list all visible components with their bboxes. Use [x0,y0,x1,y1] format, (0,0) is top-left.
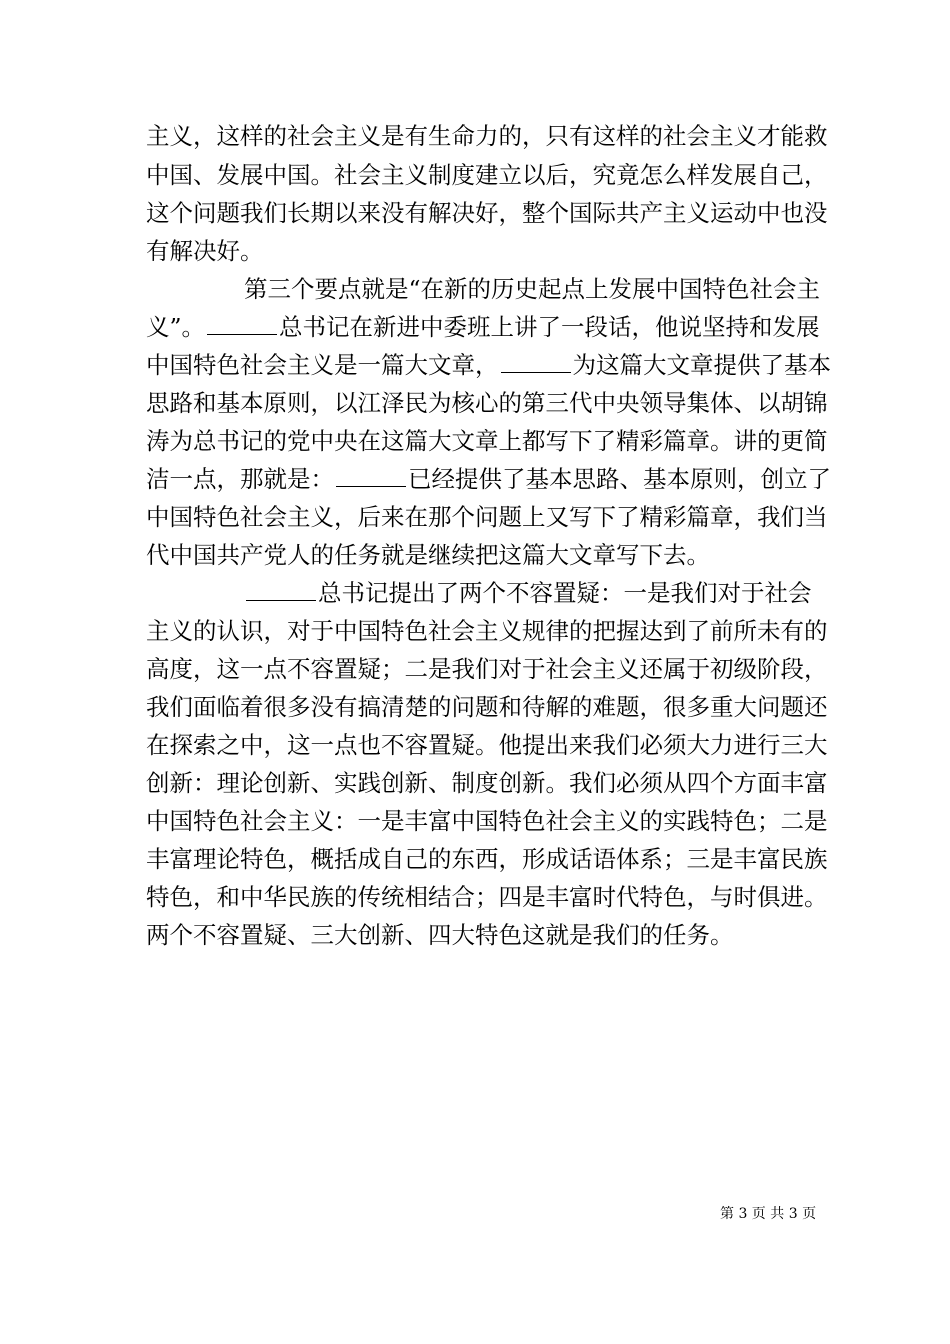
text-line: 中国、发展中国。社会主义制度建立以后，究竟怎么样发展自己， [146,161,828,189]
text-line: 高度，这一点不容置疑；二是我们对于社会主义还属于初级阶段， [146,655,828,683]
text-line [146,350,831,380]
text-line: 中国特色社会主义：一是丰富中国特色社会主义的实践特色；二是 [146,807,828,835]
redacted-name-blank [207,316,277,335]
text-segment: 义”。 [146,313,206,341]
text-line: 丰富理论特色，概括成自己的东西，形成话语体系；三是丰富民族 [146,845,828,873]
text-line: 涛为总书记的党中央在这篇大文章上都写下了精彩篇章。讲的更简 [146,427,828,455]
text-line: 有解决好。 [146,237,264,265]
redacted-name-blank [501,354,571,373]
text-line: 在探索之中，这一点也不容置疑。他提出来我们必须大力进行三大 [146,731,828,759]
text-line: 代中国共产党人的任务就是继续把这篇大文章写下去。 [146,541,710,569]
text-segment: 为这篇大文章提供了基本 [572,351,831,379]
text-line: 创新：理论创新、实践创新、制度创新。我们必须从四个方面丰富 [146,769,828,797]
text-line: 这个问题我们长期以来没有解决好，整个国际共产主义运动中也没 [146,199,828,227]
page-number-footer: 第 3 页 共 3 页 [720,1206,817,1222]
text-segment: 中国特色社会主义是一篇大文章， [146,351,499,379]
text-line [146,464,831,494]
text-line [244,578,812,608]
text-line: 主义的认识，对于中国特色社会主义规律的把握达到了前所未有的 [146,617,828,645]
text-line [146,312,820,342]
redacted-name-blank [336,468,406,487]
text-segment: 总书记提出了两个不容置疑：一是我们对于社会 [318,579,812,607]
text-segment: 洁一点，那就是： [146,465,334,493]
text-segment: 已经提供了基本思路、基本原则，创立了 [408,465,831,493]
text-line: 第三个要点就是“在新的历史起点上发展中国特色社会主 [244,275,821,303]
text-line: 思路和基本原则，以江泽民为核心的第三代中央领导集体、以胡锦 [146,389,828,417]
text-line: 我们面临着很多没有搞清楚的问题和待解的难题，很多重大问题还 [146,693,828,721]
text-line: 两个不容置疑、三大创新、四大特色这就是我们的任务。 [146,921,734,949]
text-line: 中国特色社会主义，后来在那个问题上又写下了精彩篇章，我们当 [146,503,828,531]
text-segment: 总书记在新进中委班上讲了一段话，他说坚持和发展 [279,313,820,341]
text-line: 特色，和中华民族的传统相结合；四是丰富时代特色，与时俱进。 [146,883,828,911]
text-line: 主义，这样的社会主义是有生命力的，只有这样的社会主义才能救 [146,122,828,150]
redacted-name-blank [246,582,316,601]
